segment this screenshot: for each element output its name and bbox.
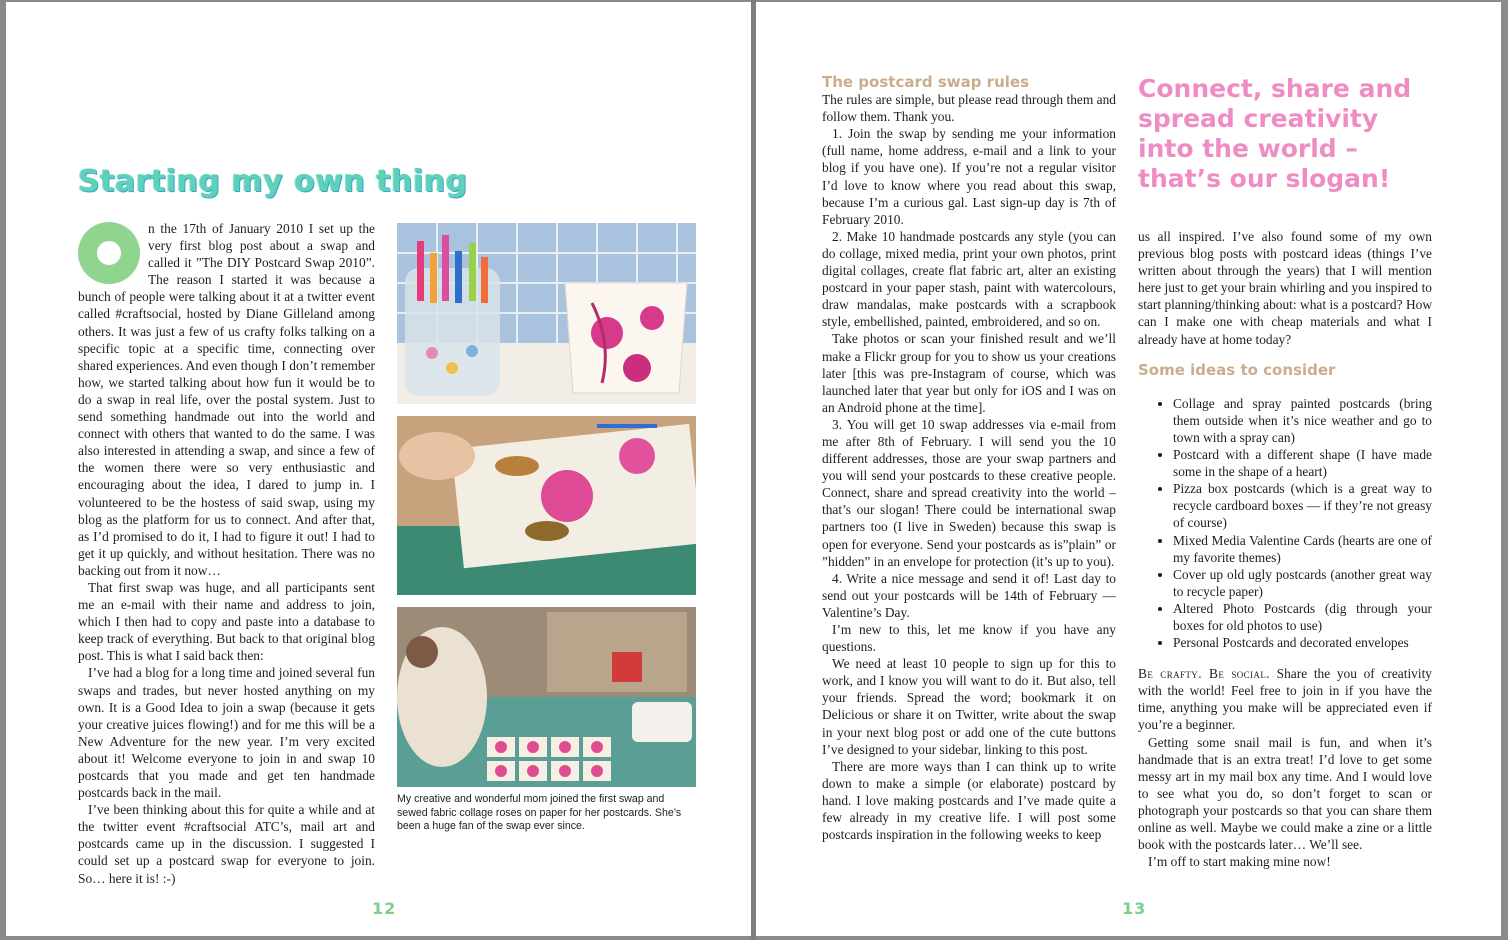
paragraph: That first swap was huge, and all participants sent me an e-mail with their name and address to join, which I then had to copy and paste into a database to keep track of everything. But back to that original blog post. This is what I said back then: xyxy=(78,579,375,664)
paragraph: We need at least 10 people to sign up for this to work, and I know you will want to do it. But also, tell your friends. Spread the word; bookmark it on Delicious or share it on Twitter, write about the swap in your next blog post or add one of the cute buttons I’ve designed to your sidebar, linking to this post. xyxy=(822,656,1116,757)
slogan-pull-quote: Connect, share and spread creativity into the world – that’s our slogan! xyxy=(1138,74,1412,193)
paragraph: I’m new to this, let me know if you have any questions. xyxy=(822,622,1116,655)
photo-sewing-fabric-roses xyxy=(397,416,696,595)
list-item: • Altered Photo Postcards (dig through your boxes for old photos to use) xyxy=(1173,600,1432,634)
closing-paragraph xyxy=(1138,665,1432,733)
paragraph xyxy=(78,801,375,886)
page-number-right: 13 xyxy=(1122,899,1147,918)
right-page xyxy=(756,2,1501,936)
rules-heading: The postcard swap rules xyxy=(822,73,1030,91)
list-item: • Mixed Media Valentine Cards (hearts are one of my favorite themes) xyxy=(1173,532,1432,566)
photo-pencil-jar-and-rose-mug xyxy=(397,223,696,404)
ideas-heading: Some ideas to consider xyxy=(1138,360,1336,379)
paragraph: The rules are simple, but please read through them and follow them. Thank you. xyxy=(822,92,1116,125)
list-item: • Pizza box postcards (which is a great way to recycle cardboard boxes — if they’re not greasy of course) xyxy=(1173,480,1432,531)
paragraph: There are more ways than I can think up to write down to make a simple (or elaborate) postcard by hand. I love making postcards and I’ve made quite a few already in my creative life. I will post some postcards inspiration in the following weeks to keep xyxy=(822,758,1116,843)
paragraph-text: Share the you of creativity with the world! Feel free to join in if you have the time, anything you make will be appreciated even if you’re a beginner. xyxy=(1138,666,1432,733)
ideas-column xyxy=(1138,228,1432,870)
chapter-title: Starting my own thing xyxy=(78,164,468,199)
page-number-left: 12 xyxy=(372,899,397,918)
smallcaps-lead: Be crafty. Be social. xyxy=(1138,666,1270,682)
list-item: • Postcard with a different shape (I have made some in the shape of a heart) xyxy=(1173,446,1432,480)
paragraph: I’m off to start making mine now! xyxy=(1148,854,1331,870)
paragraph-text: n the 17th of January 2010 I set up the very first blog post about a swap and called it ”The DIY Postcard Swap 2010”. The reason I started it was because a bunch of people were talking about it at a twitter event called #craftsocial, hosted by Diane Gilleland among others. It was just a few of us crafty folks talking on a specific topic at a specific time, connecting over shared experiences. And even though I don’t remember how, we started talking about how fun it would be to do a swap in real life, over the postal system. Just to send something handmade out into the world and connect with others that wanted to do the same. I was also interested in attending a swap, and since a few of the women there were so very enthusiastic and encouraging about the idea, I dared to jump in. I volunteered to be the hostess of said swap, using my blog as the platform for us to connect. And after that, as I’d promised to do it, I had to figure it out! I had to get it up quickly, and without hesitation. There was no backing out from it now… xyxy=(78,221,375,578)
list-item: • Personal Postcards and decorated envelopes xyxy=(1173,634,1432,651)
rule-1: 1. Join the swap by sending me your information (full name, home address, e-mail and a link to your blog if you have one). If you’re not a regular visitor I’d love to know where you read about this swap, because I’m a curious gal. Last sign-up day is 7th of February 2010. xyxy=(822,126,1116,227)
paragraph-text: I’ve been thinking about this for quite a while and at the twitter event #craftsocial ATC’s, mail art and postcards came up in the discussion. I suggested I could set up a postcard swap for everyone to join. So… here it is! :-) xyxy=(78,802,375,886)
paragraph: Getting some snail mail is fun, and when it’s handmade that is an extra treat! I’d love to get some messy art in my mail box any time. And I would love to see what you do, so don’t forget to scan or photograph your postcards so that you can share them online as well. Maybe we could make a zine or a little book with the postcards later… We’ll see. xyxy=(1138,734,1432,853)
rules-column xyxy=(822,74,1116,843)
ideas-list xyxy=(1138,395,1432,651)
paragraph: Take photos or scan your finished result and we’ll make a Flickr group for you to show us your creations later [this was pre-Instagram of course, which was launched later that year but only for iOS and I was on an Android phone at the time]. xyxy=(822,331,1116,415)
list-item: • Collage and spray painted postcards (bring them outside when it’s nice weather and go to town with a spray can) xyxy=(1173,395,1432,446)
photo-caption: My creative and wonderful mom joined the first swap and sewed fabric collage roses on paper for her postcards. She’s been a huge fan of the swap ever since. xyxy=(397,793,682,833)
rule-4: 4. Write a nice message and send it of! Last day to send out your postcards will be 14th of February — Valentine’s Day. xyxy=(822,570,1116,620)
list-item: • Cover up old ugly postcards (another great way to recycle paper) xyxy=(1173,566,1432,600)
left-text-column xyxy=(78,220,375,887)
rule-3: 3. You will get 10 swap addresses via e-mail from me after 8th of February. I will send you the 10 different addresses, those are your swap partners and you will send your postcards to these creative people. Connect, share and spread creativity into the world – that’s our slogan! There could be international swap partners too (I live in Sweden) because this swap is open for everyone. Send your postcards as is”plain” or ”hidden” in an envelope for protection (it’s up to you). xyxy=(822,416,1116,569)
left-page xyxy=(6,2,751,936)
rule-2: 2. Make 10 handmade postcards any style (you can do collage, mixed media, print your own photos, print digital collages, create flat fabric art, alter an existing postcard in your paper stash, paint with watercolours, draw mandalas, make postcards with a scrapbook style, embellished, painted, embroidered, and so on. xyxy=(822,228,1116,330)
paragraph: us all inspired. I’ve also found some of my own previous blog posts with postcard ideas (things I’ve written about through the years) that I will mention here just to get your brain whirling and you inspired to start planning/thinking about: what is a postcard? How can I make one with cheap materials and what I already have at home today? xyxy=(1138,229,1432,347)
first-paragraph xyxy=(78,220,375,579)
photo-mom-crafting-postcards xyxy=(397,607,696,787)
paragraph: I’ve had a blog for a long time and joined several fun swaps and trades, but never hosted anything on my own. It is a Good Idea to join a swap (because it gets your creative juices flowing!) and for me this will be a New Adventure for the new year. I’m very excited about it! Welcome everyone to join in and swap 10 postcards that you made and get ten handmade postcards back in the mail. xyxy=(78,665,375,801)
dropcap-o-icon xyxy=(78,222,140,284)
